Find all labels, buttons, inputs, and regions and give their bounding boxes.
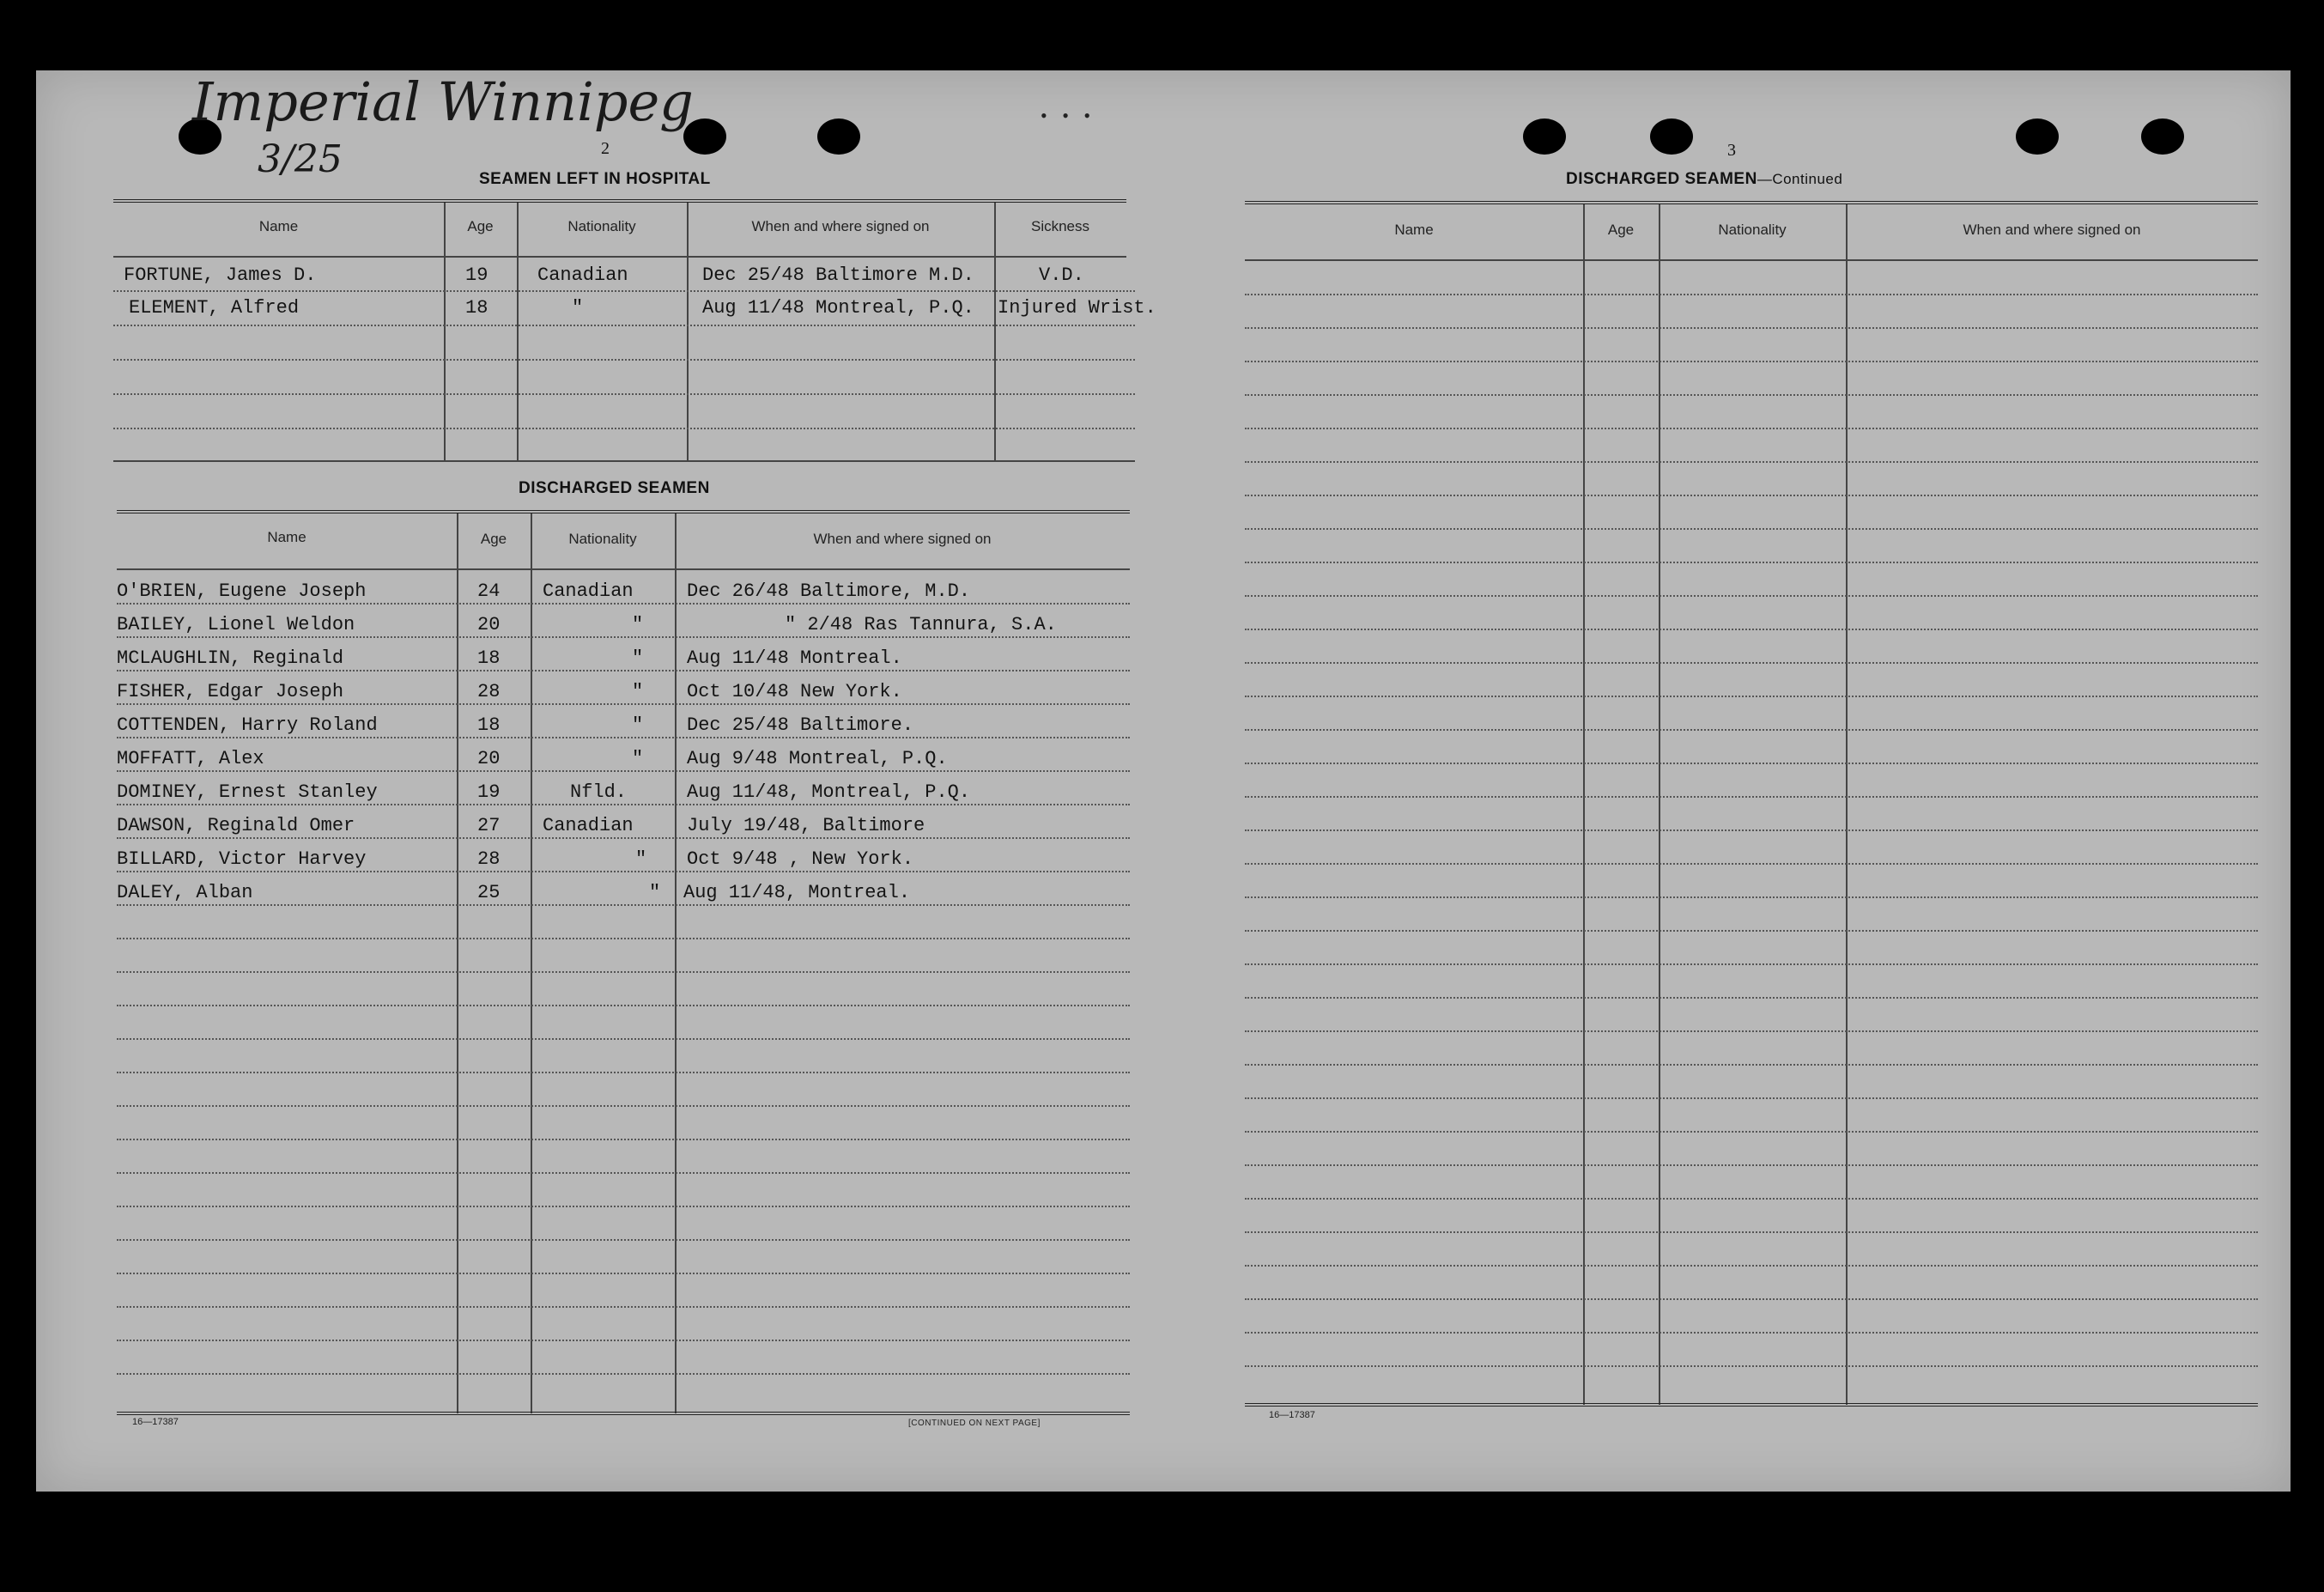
discharged-row <box>117 810 1130 842</box>
seaman-nationality: " <box>632 714 644 736</box>
ruled-line <box>1245 763 2258 764</box>
discharged-table <box>117 510 1130 1413</box>
seaman-nationality: " <box>635 848 647 870</box>
ruled-line <box>1245 1064 2258 1066</box>
ruled-line <box>1245 997 2258 999</box>
discharged-row <box>117 642 1130 675</box>
ruled-line <box>117 1172 1130 1174</box>
discharged-row <box>117 575 1130 608</box>
seaman-age: 20 <box>477 748 501 769</box>
seaman-age: 18 <box>465 297 488 319</box>
ruled-line <box>1245 1198 2258 1200</box>
seaman-age: 28 <box>477 681 501 702</box>
seaman-age: 18 <box>477 647 501 669</box>
ruled-line <box>117 1273 1130 1274</box>
ruled-line <box>1245 1030 2258 1032</box>
ruled-line <box>1245 428 2258 429</box>
seaman-age: 27 <box>477 815 501 836</box>
signed-on: Dec 26/48 Baltimore, M.D. <box>687 580 971 602</box>
seaman-age: 28 <box>477 848 501 870</box>
seaman-name: COTTENDEN, Harry Roland <box>117 714 378 736</box>
sickness: Injured Wrist. <box>998 297 1156 319</box>
ruled-line <box>1245 595 2258 597</box>
ruled-line <box>1245 1298 2258 1300</box>
discharged-header-name: Name <box>267 529 306 545</box>
signed-on: Aug 11/48 Montreal. <box>687 647 902 669</box>
punch-hole <box>1523 118 1566 155</box>
seaman-nationality: Canadian <box>537 264 628 286</box>
handwritten-reference: 3/25 <box>258 137 343 181</box>
manifest-sheet <box>36 70 2291 1492</box>
signed-on: Aug 9/48 Montreal, P.Q. <box>687 748 948 769</box>
seaman-age: 24 <box>477 580 501 602</box>
ruled-line <box>1245 696 2258 697</box>
ruled-line <box>1245 930 2258 932</box>
ruled-line <box>1245 629 2258 630</box>
seaman-nationality: " <box>632 647 644 669</box>
discharged-continued-title-text: DISCHARGED SEAMEN <box>1566 170 1757 188</box>
punch-hole <box>2141 118 2184 155</box>
form-number-left: 16—17387 <box>132 1417 179 1427</box>
seaman-age: 18 <box>477 714 501 736</box>
discharged-header-age: Age <box>480 531 507 547</box>
ruled-line <box>1245 294 2258 295</box>
continued-suffix: —Continued <box>1757 171 1843 187</box>
ruled-line <box>1245 963 2258 965</box>
seaman-name: ELEMENT, Alfred <box>129 297 300 319</box>
seaman-name: BAILEY, Lionel Weldon <box>117 614 355 635</box>
ruled-line <box>1245 729 2258 731</box>
ruled-line <box>1245 461 2258 463</box>
handwritten-ship-name: Imperial Winnipeg <box>192 70 694 133</box>
ruled-line <box>1245 1231 2258 1233</box>
ruled-line <box>117 1072 1130 1073</box>
continued-note: [CONTINUED ON NEXT PAGE] <box>908 1419 1041 1428</box>
continued-header-nationality: Nationality <box>1718 222 1787 238</box>
discharged-header-signed-on: When and where signed on <box>813 531 992 547</box>
signed-on: Aug 11/48 Montreal, P.Q. <box>702 297 974 319</box>
seaman-name: MOFFATT, Alex <box>117 748 264 769</box>
ruled-line <box>1245 495 2258 496</box>
hospital-row <box>113 292 1156 325</box>
seaman-name: DALEY, Alban <box>117 882 253 903</box>
continued-header-age: Age <box>1607 222 1635 238</box>
ruled-line <box>117 1373 1130 1375</box>
ruled-line <box>1245 662 2258 664</box>
seaman-nationality: " <box>632 614 644 635</box>
ruled-line <box>1245 1265 2258 1267</box>
ruled-line <box>1245 796 2258 798</box>
signed-on: Dec 25/48 Baltimore. <box>687 714 914 736</box>
continued-header-name: Name <box>1394 222 1434 238</box>
ruled-line <box>1245 1332 2258 1334</box>
ruled-line <box>1245 1131 2258 1133</box>
ruled-line <box>1245 562 2258 563</box>
form-number-right: 16—17387 <box>1269 1410 1315 1420</box>
hospital-header-signed-on: When and where signed on <box>751 218 930 234</box>
discharged-row <box>117 843 1130 876</box>
ruled-line <box>117 1206 1130 1207</box>
page-number-left: 2 <box>601 139 610 158</box>
seaman-name: DAWSON, Reginald Omer <box>117 815 355 836</box>
hospital-section-title: SEAMEN LEFT IN HOSPITAL <box>479 170 711 188</box>
signed-on: " 2/48 Ras Tannura, S.A. <box>785 614 1057 635</box>
signed-on: Oct 10/48 New York. <box>687 681 902 702</box>
seaman-name: BILLARD, Victor Harvey <box>117 848 367 870</box>
smudge-marks: • • • <box>1041 105 1096 126</box>
seaman-nationality: Canadian <box>543 580 634 602</box>
page-number-right: 3 <box>1727 141 1736 160</box>
hospital-header-name: Name <box>258 218 299 234</box>
seaman-name: MCLAUGHLIN, Reginald <box>117 647 344 669</box>
discharged-section-title: DISCHARGED SEAMEN <box>519 479 710 497</box>
signed-on: July 19/48, Baltimore <box>687 815 925 836</box>
seaman-name: FORTUNE, James D. <box>124 264 317 286</box>
seaman-name: FISHER, Edgar Joseph <box>117 681 344 702</box>
punch-hole <box>2016 118 2059 155</box>
signed-on: Aug 11/48, Montreal, P.Q. <box>687 781 971 803</box>
ruled-line <box>117 1038 1130 1040</box>
seaman-nationality: " <box>649 882 661 903</box>
discharged-row <box>117 743 1130 775</box>
discharged-header-nationality: Nationality <box>568 531 637 547</box>
signed-on: Oct 9/48 , New York. <box>687 848 914 870</box>
ruled-line <box>1245 528 2258 530</box>
ruled-line <box>1245 361 2258 362</box>
hospital-header-age: Age <box>467 218 494 234</box>
ruled-line <box>117 1005 1130 1006</box>
discharged-continued-title <box>1566 170 1842 189</box>
seaman-name: O'BRIEN, Eugene Joseph <box>117 580 367 602</box>
ruled-line <box>117 1105 1130 1107</box>
hospital-table <box>113 199 1156 462</box>
seaman-nationality: " <box>632 681 644 702</box>
ruled-line <box>117 1139 1130 1140</box>
ruled-line <box>1245 1097 2258 1099</box>
ruled-line <box>1245 1164 2258 1166</box>
ruled-line <box>117 1239 1130 1241</box>
signed-on: Aug 11/48, Montreal. <box>683 882 911 903</box>
hospital-header-nationality: Nationality <box>567 218 636 234</box>
seaman-age: 19 <box>477 781 501 803</box>
ruled-line <box>1245 896 2258 898</box>
seaman-nationality: Nfld. <box>570 781 628 803</box>
discharged-row <box>117 877 1130 909</box>
sickness: V.D. <box>1039 264 1084 286</box>
seaman-age: 19 <box>465 264 488 286</box>
ruled-line <box>1245 863 2258 865</box>
seaman-nationality: " <box>632 748 644 769</box>
ruled-line <box>1245 1365 2258 1367</box>
hospital-header-sickness: Sickness <box>1030 218 1090 234</box>
signed-on: Dec 25/48 Baltimore M.D. <box>702 264 974 286</box>
punch-hole <box>1650 118 1693 155</box>
seaman-age: 25 <box>477 882 501 903</box>
punch-hole <box>817 118 860 155</box>
continued-header-signed-on: When and where signed on <box>1963 222 2141 238</box>
ruled-line <box>117 1340 1130 1341</box>
discharged-continued-table <box>1245 201 2258 1405</box>
ruled-line <box>1245 327 2258 329</box>
ruled-line <box>1245 829 2258 831</box>
ruled-line <box>117 938 1130 939</box>
ruled-line <box>1245 394 2258 396</box>
seaman-nationality: " <box>572 297 584 319</box>
discharged-row <box>117 609 1130 641</box>
seaman-nationality: Canadian <box>543 815 634 836</box>
hospital-row <box>113 259 1126 292</box>
seaman-name: DOMINEY, Ernest Stanley <box>117 781 378 803</box>
seaman-age: 20 <box>477 614 501 635</box>
ruled-line <box>117 1306 1130 1308</box>
discharged-row <box>117 709 1130 742</box>
discharged-row <box>117 676 1130 708</box>
ruled-line <box>117 971 1130 973</box>
discharged-row <box>117 776 1130 809</box>
